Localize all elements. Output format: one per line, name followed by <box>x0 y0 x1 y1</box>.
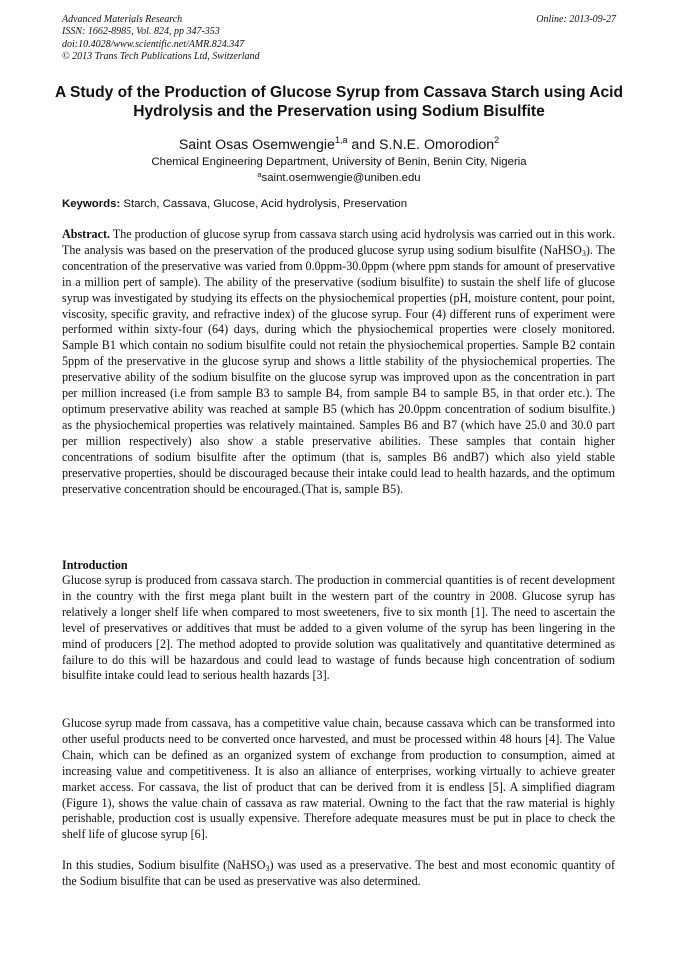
intro-paragraph-3 <box>62 858 615 890</box>
abstract-label: Abstract. <box>62 227 111 241</box>
email-mark: a <box>257 170 262 179</box>
doi-line: doi:10.4028/www.scientific.net/AMR.824.347 <box>62 38 245 50</box>
author-line <box>62 135 616 153</box>
issn-line: ISSN: 1662-8985, Vol. 824, pp 347-353 <box>62 26 220 38</box>
author-2: S.N.E. Omorodion <box>379 137 495 153</box>
journal-info <box>62 14 616 64</box>
online-date: Online: 2013-09-27 <box>536 14 616 25</box>
intro-paragraph-2: Glucose syrup made from cassava, has a competitive value chain, because cassava which can be transformed into other useful products need to be converted once harvested, and must be processed within 48 hours [4]. The Value Chain, which can be defined as an organized system of exchange from production to consumption, aimed at increasing value and competitiveness. It is also an alliance of enterprises, working virtually to achieve greater market access. For cassava, the list of product that can be derived from it is endless [5]. A simplified diagram (Figure 1), shows the value chain of cassava as raw material. Owning to the fact that the raw material is highly perishable, production cost is usually expensive. Therefore adequate measures must be put in place to check the shelf life of glucose syrup [6]. <box>62 716 615 842</box>
author-1-affil-mark: 1,a <box>334 135 348 145</box>
journal-name: Advanced Materials Research <box>62 14 183 25</box>
abstract <box>62 227 615 497</box>
intro-p3-text-b: ) was used as a preservative. The best and most economic quantity of the Sodium bisulfite that can be used as preservative was also determined. <box>62 858 615 888</box>
intro-p3-subscript: 3 <box>265 864 270 873</box>
intro-paragraph-1: Glucose syrup is produced from cassava starch. The production in commercial quantities is of recent development in the country with the first mega plant built in the western part of the country in 2008. Glucose syrup has relatively a longer shelf life when compared to most sweeteners, five to six month [1]. The need to ascertain the level of preservatives or additives that must be added to a given volume of the syrup has been lingering in the mind of producers [2]. The method adopted to provide solution was qualitatively and quantitative determined as failure to do this will be hazardous and could lead to wastage of funds because high concentration of sodium bisulfite intake could lead to serious health hazards [3]. <box>62 573 615 683</box>
intro-p3-text-a: In this studies, Sodium bisulfite (NaHSO <box>62 858 266 872</box>
keywords-label: Keywords: <box>62 198 121 210</box>
copyright-line: © 2013 Trans Tech Publications Ltd, Switzerland <box>62 51 260 63</box>
affiliation: Chemical Engineering Department, University of Benin, Benin City, Nigeria <box>151 156 527 168</box>
author-conjunction: and <box>351 137 376 153</box>
running-header <box>62 14 616 64</box>
abstract-text-b: ). The concentration of the preservative was varied from 0.0ppm-30.0ppm (where ppm stands for amount of preservative in a million pert of sample). The ability of the preservative (sodium bisulfite) to sustain the shelf life of glucose syrup was investigated by studying its effects on the physiochemical properties (pH, moisture content, pour point, viscosity, specific gravity, and refractive index) of the glucose syrup. Four (4) different runs of experiment were performed within sixty-four (64) days, during which the physiochemical properties were closely monitored. Sample B1 which contain no sodium bisulfite could not retain the physiochemical properties. Sample B2 contain 5ppm of the preservative in the glucose syrup and shows a little stability of the physiochemical properties. The preservative ability of the sodium bisulfite on the glucose syrup was improved upon as the concentration in part per million increased (i.e from sample B3 to sample B4, from sample B4 to sample B5, in that order etc.). The optimum preservative ability was reached at sample B5 (which has 20.0ppm concentration of sodium bisulfite.) as the physiochemical properties was relatively maintained. Samples B6 and B7 (which have 25.0 and 30.0 part per million respectively) also show a stable preservative abilities. These samples that contain higher concentrations of sodium bisulfite after the optimum (that is, samples B6 andB7) which also yield stable preservative properties, should be discouraged because their intake could lead to health hazards, and the optimum preservative concentration should be encouraged.(That is, sample B5). <box>62 242 615 496</box>
introduction-heading: Introduction <box>62 558 128 572</box>
author-1: Saint Osas Osemwengie <box>178 137 335 153</box>
abstract-text-a: The production of glucose syrup from cassava starch using acid hydrolysis was carried out in this work. The analysis was based on the preservation of the produced glucose syrup using sodium bisulfite (NaHSO <box>62 227 615 257</box>
email-address[interactable]: saint.osemwengie@uniben.edu <box>261 172 421 184</box>
paper-title: A Study of the Production of Glucose Syrup from Cassava Starch using Acid Hydrolysis and the Preservation using Sodium Bisulfite <box>54 84 624 120</box>
keywords <box>62 198 616 210</box>
abstract-subscript: 3 <box>581 248 586 258</box>
keywords-text: Starch, Cassava, Glucose, Acid hydrolysis, Preservation <box>123 198 408 210</box>
author-2-affil-mark: 2 <box>494 135 500 145</box>
email-line <box>62 168 616 185</box>
